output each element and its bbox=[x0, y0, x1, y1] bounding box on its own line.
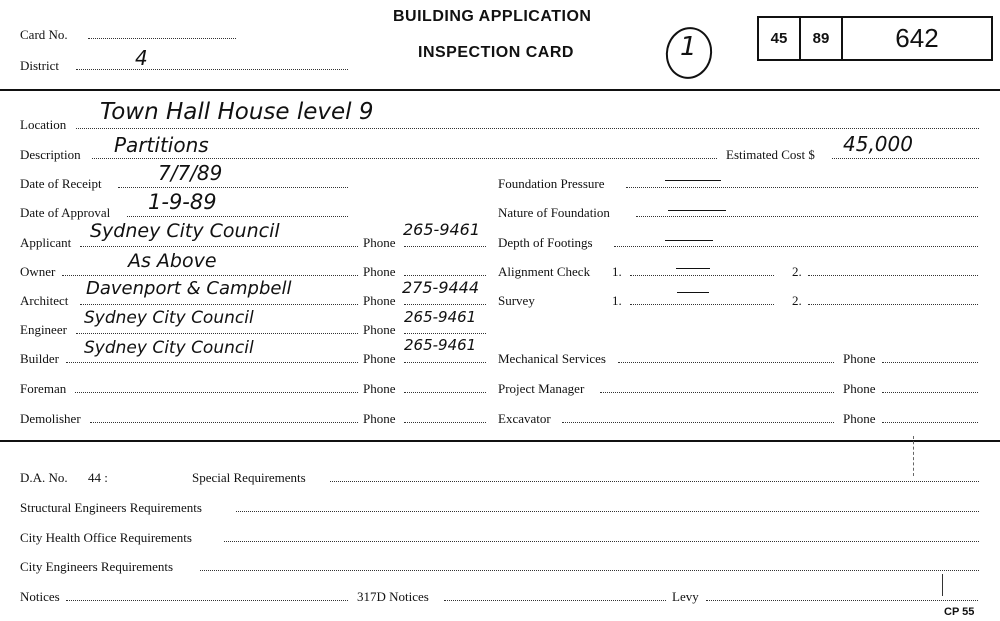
depth-footings-field[interactable] bbox=[614, 246, 978, 247]
builder-field[interactable] bbox=[66, 362, 358, 363]
notices-field[interactable] bbox=[66, 600, 348, 601]
da-no-value: 44 : bbox=[88, 470, 108, 485]
engineer-phone-value: 265-9461 bbox=[404, 308, 477, 326]
foreman-phone-field[interactable] bbox=[404, 392, 486, 393]
engineer-label: Engineer bbox=[20, 322, 67, 337]
alignment-two-label: 2. bbox=[792, 264, 802, 279]
nature-foundation-field[interactable] bbox=[636, 216, 978, 217]
city-engineers-requirements-label: City Engineers Requirements bbox=[20, 559, 174, 574]
divider-top bbox=[0, 89, 1000, 91]
project-manager-label: Project Manager bbox=[498, 381, 585, 396]
page-title-line2: INSPECTION CARD bbox=[418, 44, 574, 61]
foundation-pressure-dash bbox=[665, 180, 721, 181]
circled-mark-value: 1 bbox=[680, 32, 697, 62]
architect-phone-value: 275-9444 bbox=[402, 278, 480, 297]
date-approval-label: Date of Approval bbox=[20, 205, 111, 220]
date-approval-field[interactable] bbox=[127, 216, 348, 217]
levy-field[interactable] bbox=[706, 600, 978, 601]
card-no-label: Card No. bbox=[20, 27, 68, 42]
da-no-label: D.A. No. bbox=[20, 470, 68, 485]
location-value: Town Hall House level 9 bbox=[100, 99, 374, 125]
district-value: 4 bbox=[135, 46, 148, 70]
structural-requirements-label: Structural Engineers Requirements bbox=[20, 500, 202, 515]
engineer-value: Sydney City Council bbox=[84, 308, 254, 328]
architect-phone-label: Phone bbox=[363, 293, 396, 308]
owner-label: Owner bbox=[20, 264, 56, 279]
depth-footings-dash bbox=[665, 240, 713, 241]
builder-phone-value: 265-9461 bbox=[404, 336, 477, 354]
builder-label: Builder bbox=[20, 351, 59, 366]
project-manager-phone-field[interactable] bbox=[882, 392, 978, 393]
special-requirements-field[interactable] bbox=[330, 481, 979, 482]
applicant-phone-field[interactable] bbox=[404, 246, 486, 247]
date-receipt-value: 7/7/89 bbox=[158, 161, 223, 185]
excavator-phone-field[interactable] bbox=[882, 422, 978, 423]
card-no-field[interactable] bbox=[88, 38, 236, 39]
estimated-cost-field[interactable] bbox=[832, 158, 979, 159]
foreman-field[interactable] bbox=[75, 392, 358, 393]
city-engineers-requirements-field[interactable] bbox=[200, 570, 979, 571]
estimated-cost-label: Estimated Cost $ bbox=[726, 147, 815, 162]
pencil-mark bbox=[913, 436, 914, 476]
mechanical-phone-label: Phone bbox=[843, 351, 876, 366]
health-requirements-label: City Health Office Requirements bbox=[20, 530, 192, 545]
mechanical-phone-field[interactable] bbox=[882, 362, 978, 363]
applicant-field[interactable] bbox=[80, 246, 358, 247]
special-requirements-label: Special Requirements bbox=[192, 470, 306, 485]
owner-phone-field[interactable] bbox=[404, 275, 486, 276]
date-receipt-field[interactable] bbox=[118, 187, 348, 188]
ref-box-a: 45 bbox=[759, 18, 801, 59]
demolisher-phone-field[interactable] bbox=[404, 422, 486, 423]
page-title-line1: BUILDING APPLICATION bbox=[393, 8, 592, 25]
structural-requirements-field[interactable] bbox=[236, 511, 979, 512]
excavator-field[interactable] bbox=[562, 422, 834, 423]
notices-317d-label: 317D Notices bbox=[357, 589, 429, 604]
architect-field[interactable] bbox=[80, 304, 358, 305]
owner-phone-label: Phone bbox=[363, 264, 396, 279]
demolisher-label: Demolisher bbox=[20, 411, 81, 426]
form-code: CP 55 bbox=[944, 606, 975, 618]
alignment-check-dash bbox=[676, 268, 710, 269]
project-manager-phone-label: Phone bbox=[843, 381, 876, 396]
applicant-phone-label: Phone bbox=[363, 235, 396, 250]
ref-box-b: 89 bbox=[801, 18, 843, 59]
engineer-phone-label: Phone bbox=[363, 322, 396, 337]
alignment-check-field-1[interactable] bbox=[630, 275, 774, 276]
alignment-one-label: 1. bbox=[612, 264, 622, 279]
excavator-label: Excavator bbox=[498, 411, 551, 426]
description-label: Description bbox=[20, 147, 81, 162]
date-approval-value: 1-9-89 bbox=[148, 190, 217, 214]
notices-317d-field[interactable] bbox=[444, 600, 666, 601]
estimated-cost-value: 45,000 bbox=[843, 132, 913, 156]
mechanical-services-field[interactable] bbox=[618, 362, 834, 363]
foundation-pressure-label: Foundation Pressure bbox=[498, 176, 605, 191]
engineer-phone-field[interactable] bbox=[404, 333, 486, 334]
architect-label: Architect bbox=[20, 293, 69, 308]
project-manager-field[interactable] bbox=[600, 392, 834, 393]
survey-dash bbox=[677, 292, 709, 293]
mechanical-services-label: Mechanical Services bbox=[498, 351, 606, 366]
divider-middle bbox=[0, 440, 1000, 442]
builder-phone-field[interactable] bbox=[404, 362, 486, 363]
owner-field[interactable] bbox=[62, 275, 358, 276]
architect-value: Davenport & Campbell bbox=[86, 278, 292, 299]
excavator-phone-label: Phone bbox=[843, 411, 876, 426]
architect-phone-field[interactable] bbox=[404, 304, 486, 305]
ref-box-number: 642 bbox=[895, 23, 939, 53]
description-value: Partitions bbox=[114, 133, 209, 157]
pencil-mark-2 bbox=[942, 574, 943, 596]
nature-foundation-label: Nature of Foundation bbox=[498, 205, 610, 220]
health-requirements-field[interactable] bbox=[224, 541, 979, 542]
foreman-label: Foreman bbox=[20, 381, 67, 396]
district-field[interactable] bbox=[76, 69, 348, 70]
alignment-check-label: Alignment Check bbox=[498, 264, 591, 279]
notices-label: Notices bbox=[20, 589, 60, 604]
nature-foundation-dash bbox=[668, 210, 726, 211]
depth-footings-label: Depth of Footings bbox=[498, 235, 593, 250]
reference-box bbox=[757, 16, 993, 61]
owner-value: As Above bbox=[128, 250, 217, 272]
survey-two-label: 2. bbox=[792, 293, 802, 308]
builder-value: Sydney City Council bbox=[84, 338, 254, 358]
survey-label: Survey bbox=[498, 293, 535, 308]
demolisher-phone-label: Phone bbox=[363, 411, 396, 426]
location-label: Location bbox=[20, 117, 67, 132]
district-label: District bbox=[20, 58, 59, 73]
applicant-value: Sydney City Council bbox=[90, 220, 280, 242]
location-field[interactable] bbox=[76, 128, 979, 129]
levy-label: Levy bbox=[672, 589, 699, 604]
applicant-phone-value: 265-9461 bbox=[403, 220, 481, 239]
description-field[interactable] bbox=[92, 158, 717, 159]
foundation-pressure-field[interactable] bbox=[626, 187, 978, 188]
survey-field-2[interactable] bbox=[808, 304, 978, 305]
alignment-check-field-2[interactable] bbox=[808, 275, 978, 276]
engineer-field[interactable] bbox=[76, 333, 358, 334]
survey-one-label: 1. bbox=[612, 293, 622, 308]
survey-field-1[interactable] bbox=[630, 304, 774, 305]
applicant-label: Applicant bbox=[20, 235, 72, 250]
date-receipt-label: Date of Receipt bbox=[20, 176, 102, 191]
builder-phone-label: Phone bbox=[363, 351, 396, 366]
demolisher-field[interactable] bbox=[90, 422, 358, 423]
foreman-phone-label: Phone bbox=[363, 381, 396, 396]
